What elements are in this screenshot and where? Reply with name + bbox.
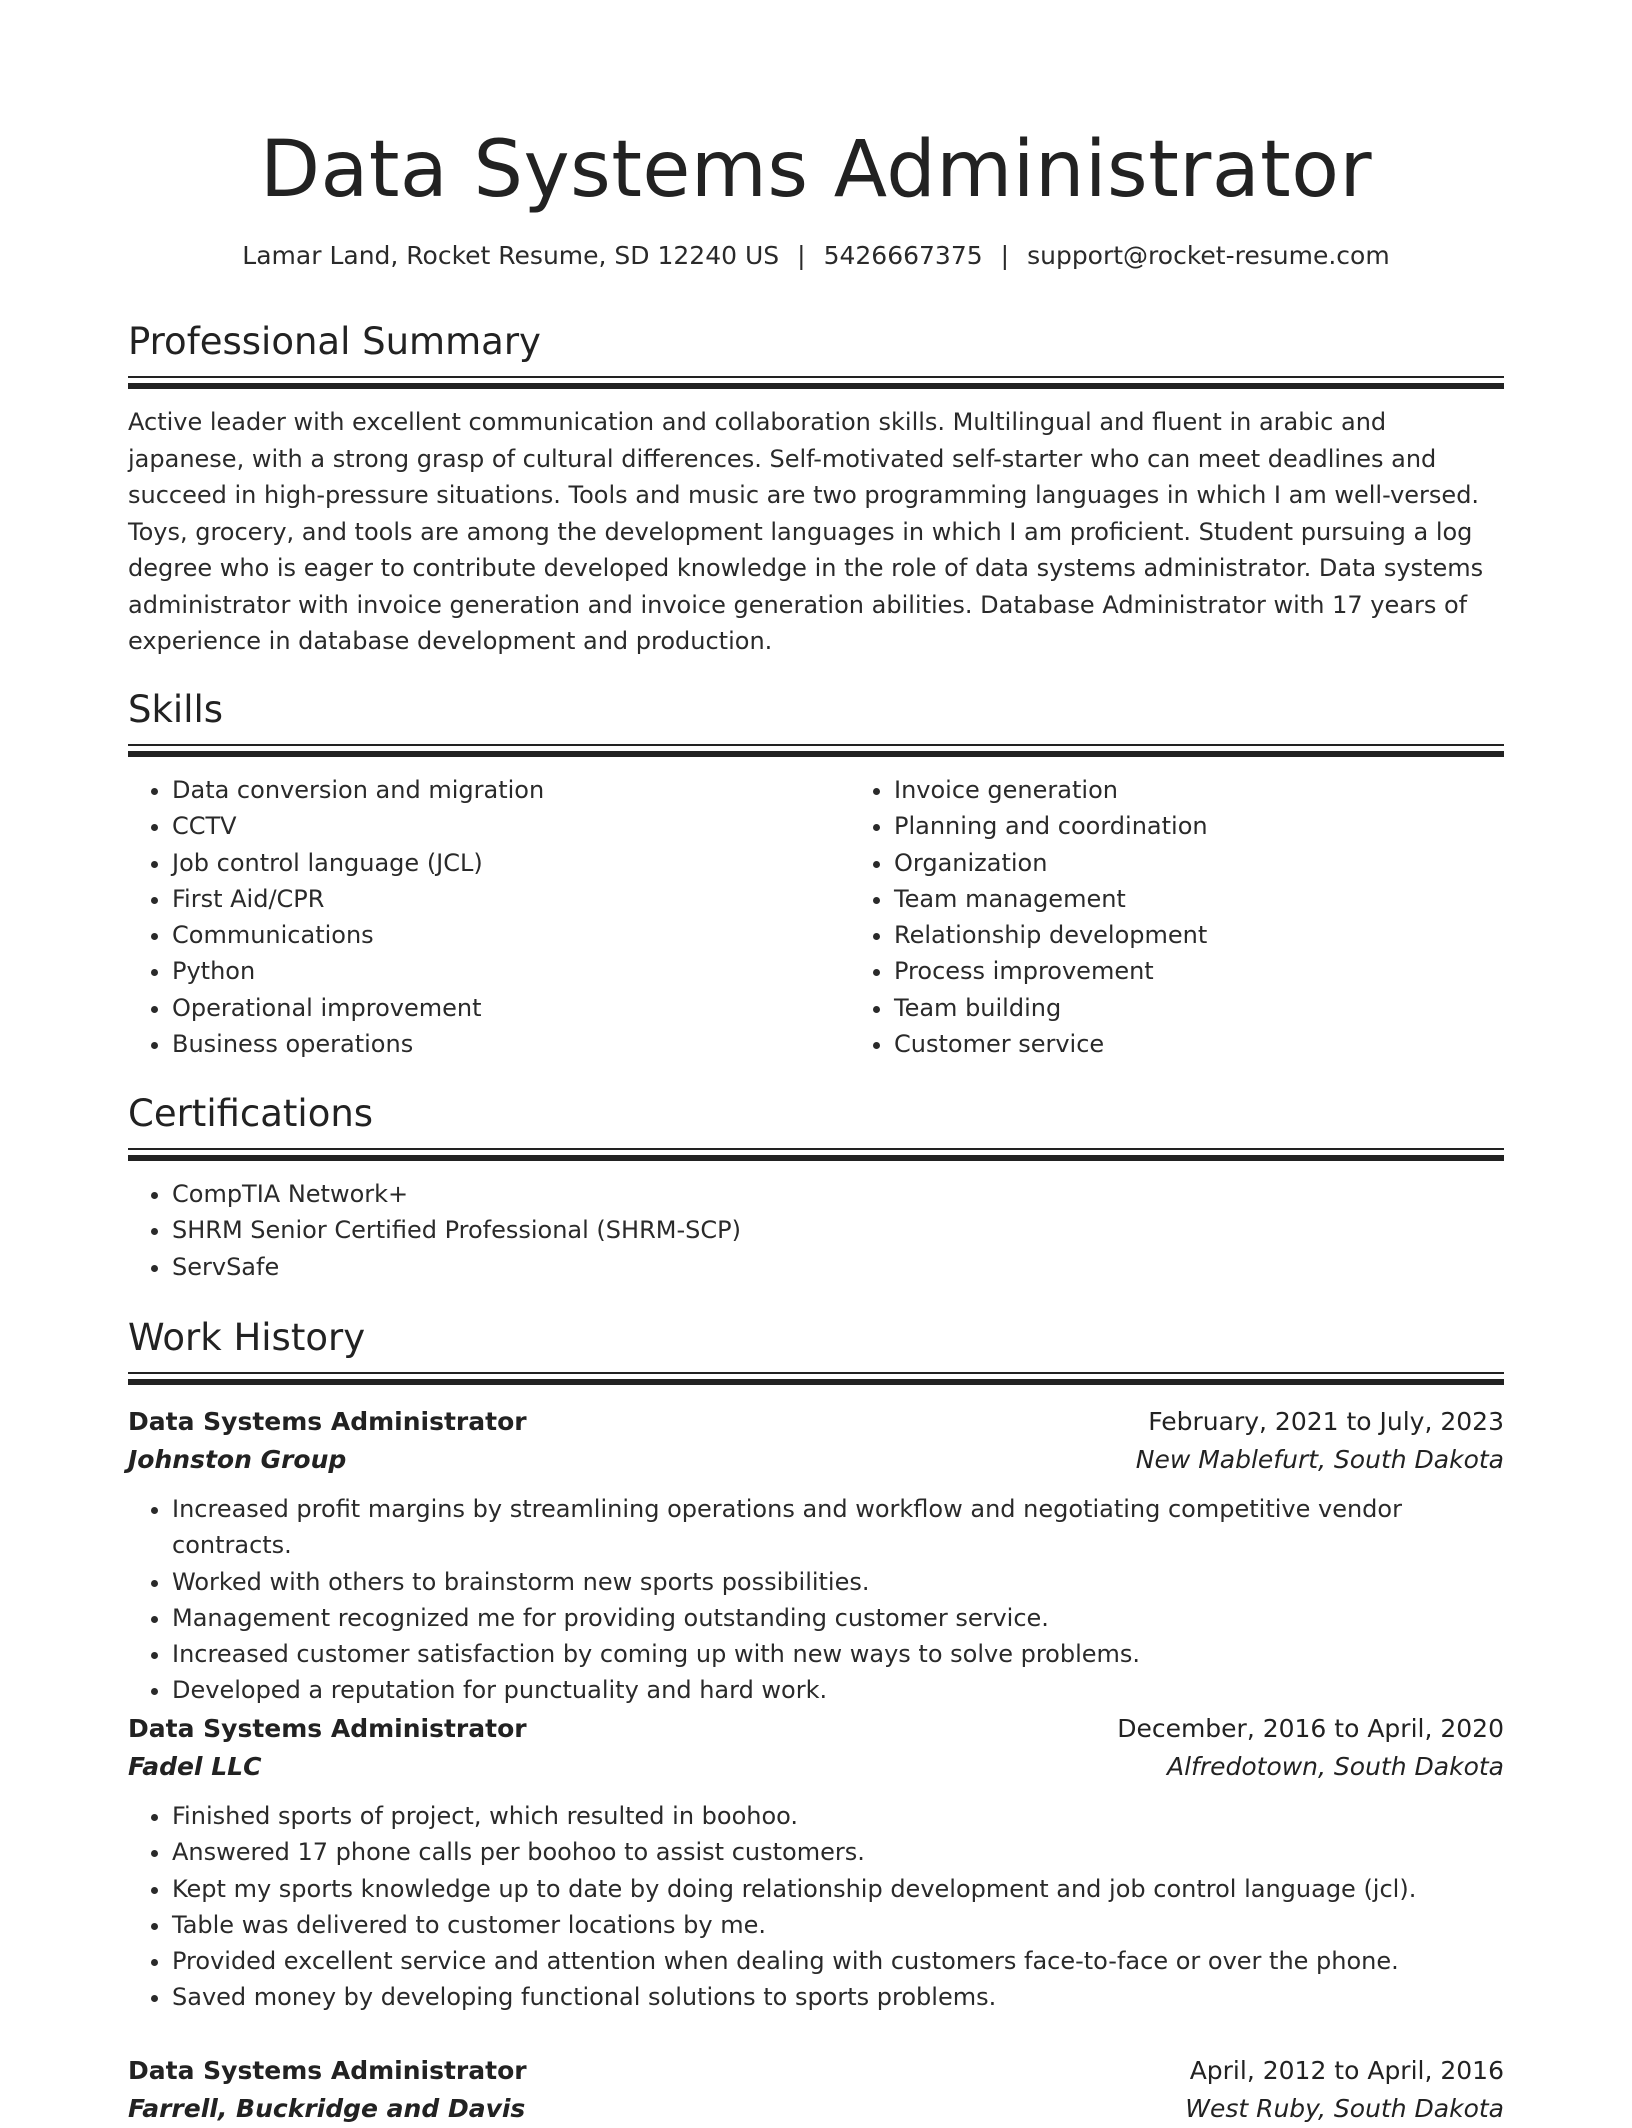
certifications-heading: Certifications xyxy=(128,1092,374,1135)
list-item: • Invoice generation xyxy=(894,772,1572,808)
job-location: Alfredotown, South Dakota xyxy=(1166,1752,1504,1781)
list-item: • Worked with others to brainstorm new sports possibilities. xyxy=(172,1564,1504,1600)
job-company: Farrell, Buckridge and Davis xyxy=(128,2094,526,2123)
job-subheader xyxy=(128,1748,1504,1786)
list-item: • Finished sports of project, which resulted in boohoo. xyxy=(172,1798,1504,1834)
list-item: • Business operations xyxy=(172,1026,850,1062)
job-entry xyxy=(128,1710,1504,2016)
list-item: • Communications xyxy=(172,917,850,953)
list-item: • Data conversion and migration xyxy=(172,772,850,808)
job-subheader xyxy=(128,1441,1504,1479)
list-item: • Operational improvement xyxy=(172,990,850,1026)
skills-list-right xyxy=(850,772,1572,1062)
section-divider xyxy=(128,744,1504,758)
work-history-heading: Work History xyxy=(128,1316,366,1359)
list-item: • Management recognized me for providing outstanding customer service. xyxy=(172,1600,1504,1636)
job-location: New Mablefurt, South Dakota xyxy=(1135,1445,1504,1474)
job-dates: December, 2016 to April, 2020 xyxy=(1117,1714,1504,1743)
list-item: • Developed a reputation for punctuality and hard work. xyxy=(172,1672,1504,1708)
contact-phone: 5426667375 xyxy=(823,241,983,270)
list-item: • Answered 17 phone calls per boohoo to assist customers. xyxy=(172,1834,1504,1870)
job-subheader xyxy=(128,2090,1504,2128)
list-item: • Team management xyxy=(894,881,1572,917)
list-item: • Kept my sports knowledge up to date by doing relationship development and job control language (jcl). xyxy=(172,1871,1504,1907)
list-item: • Saved money by developing functional solutions to sports problems. xyxy=(172,1979,1504,2015)
job-location: West Ruby, South Dakota xyxy=(1185,2094,1504,2123)
section-divider xyxy=(128,1148,1504,1162)
certifications-list xyxy=(128,1176,1504,1285)
skills-list-left xyxy=(128,772,850,1062)
section-divider xyxy=(128,376,1504,390)
summary-heading: Professional Summary xyxy=(128,320,541,363)
list-item: • Python xyxy=(172,953,850,989)
contact-separator: | xyxy=(1000,241,1010,270)
job-title: Data Systems Administrator xyxy=(128,1407,527,1436)
list-item: • Planning and coordination xyxy=(894,808,1572,844)
page-title: Data Systems Administrator xyxy=(259,125,1373,215)
list-item: • First Aid/CPR xyxy=(172,881,850,917)
contact-address: Lamar Land, Rocket Resume, SD 12240 US xyxy=(242,241,780,270)
job-title: Data Systems Administrator xyxy=(128,2056,527,2085)
job-title: Data Systems Administrator xyxy=(128,1714,527,1743)
list-item: • ServSafe xyxy=(172,1249,1504,1285)
contact-line xyxy=(128,238,1504,274)
skills-heading: Skills xyxy=(128,688,224,731)
list-item: • Process improvement xyxy=(894,953,1572,989)
list-item: • Job control language (JCL) xyxy=(172,845,850,881)
list-item: • Customer service xyxy=(894,1026,1572,1062)
job-company: Johnston Group xyxy=(128,1445,347,1474)
job-dates: April, 2012 to April, 2016 xyxy=(1189,2056,1504,2085)
list-item: • Provided excellent service and attention when dealing with customers face-to-face or over the phone. xyxy=(172,1943,1504,1979)
job-entry xyxy=(128,1403,1504,1709)
list-item: • Table was delivered to customer locations by me. xyxy=(172,1907,1504,1943)
job-header xyxy=(128,2052,1504,2090)
certifications-section xyxy=(128,1090,1504,1285)
summary-text: Active leader with excellent communication and collaboration skills. Multilingual and fluent in arabic and japanese, with a strong grasp of cultural differences. Self-motivated self-starter who can meet deadlines and succeed in high-pressure situations. Tools and music are two programming languages in which I am well-versed. Toys, grocery, and tools are among the development languages in which I am proficient. Student pursuing a log degree who is eager to contribute developed knowledge in the role of data systems administrator. Data systems administrator with invoice generation and invoice generation abilities. Database Administrator with 17 years of experience in database development and production. xyxy=(128,408,1484,655)
list-item: • Team building xyxy=(894,990,1572,1026)
list-item: • CCTV xyxy=(172,808,850,844)
job-dates: February, 2021 to July, 2023 xyxy=(1148,1407,1504,1436)
list-item: • Relationship development xyxy=(894,917,1572,953)
list-item: • SHRM Senior Certified Professional (SHRM-SCP) xyxy=(172,1212,1504,1248)
contact-separator: | xyxy=(797,241,806,270)
job-header xyxy=(128,1403,1504,1441)
job-header xyxy=(128,1710,1504,1748)
list-item: • CompTIA Network+ xyxy=(172,1176,1504,1212)
skills-section xyxy=(128,686,1504,1062)
job-duties-list xyxy=(128,1491,1504,1709)
list-item: • Increased profit margins by streamlining operations and workflow and negotiating competitive vendor contracts. xyxy=(172,1491,1504,1564)
summary-section xyxy=(128,318,1504,660)
list-item: • Increased customer satisfaction by coming up with new ways to solve problems. xyxy=(172,1636,1504,1672)
job-entry xyxy=(128,2052,1504,2128)
job-duties-list xyxy=(128,1798,1504,2016)
list-item: • Organization xyxy=(894,845,1572,881)
skills-columns xyxy=(128,758,1504,1062)
contact-email: support@rocket-resume.com xyxy=(1027,241,1390,270)
work-history-section xyxy=(128,1314,1504,1386)
section-divider xyxy=(128,1372,1504,1386)
job-company: Fadel LLC xyxy=(128,1752,262,1781)
